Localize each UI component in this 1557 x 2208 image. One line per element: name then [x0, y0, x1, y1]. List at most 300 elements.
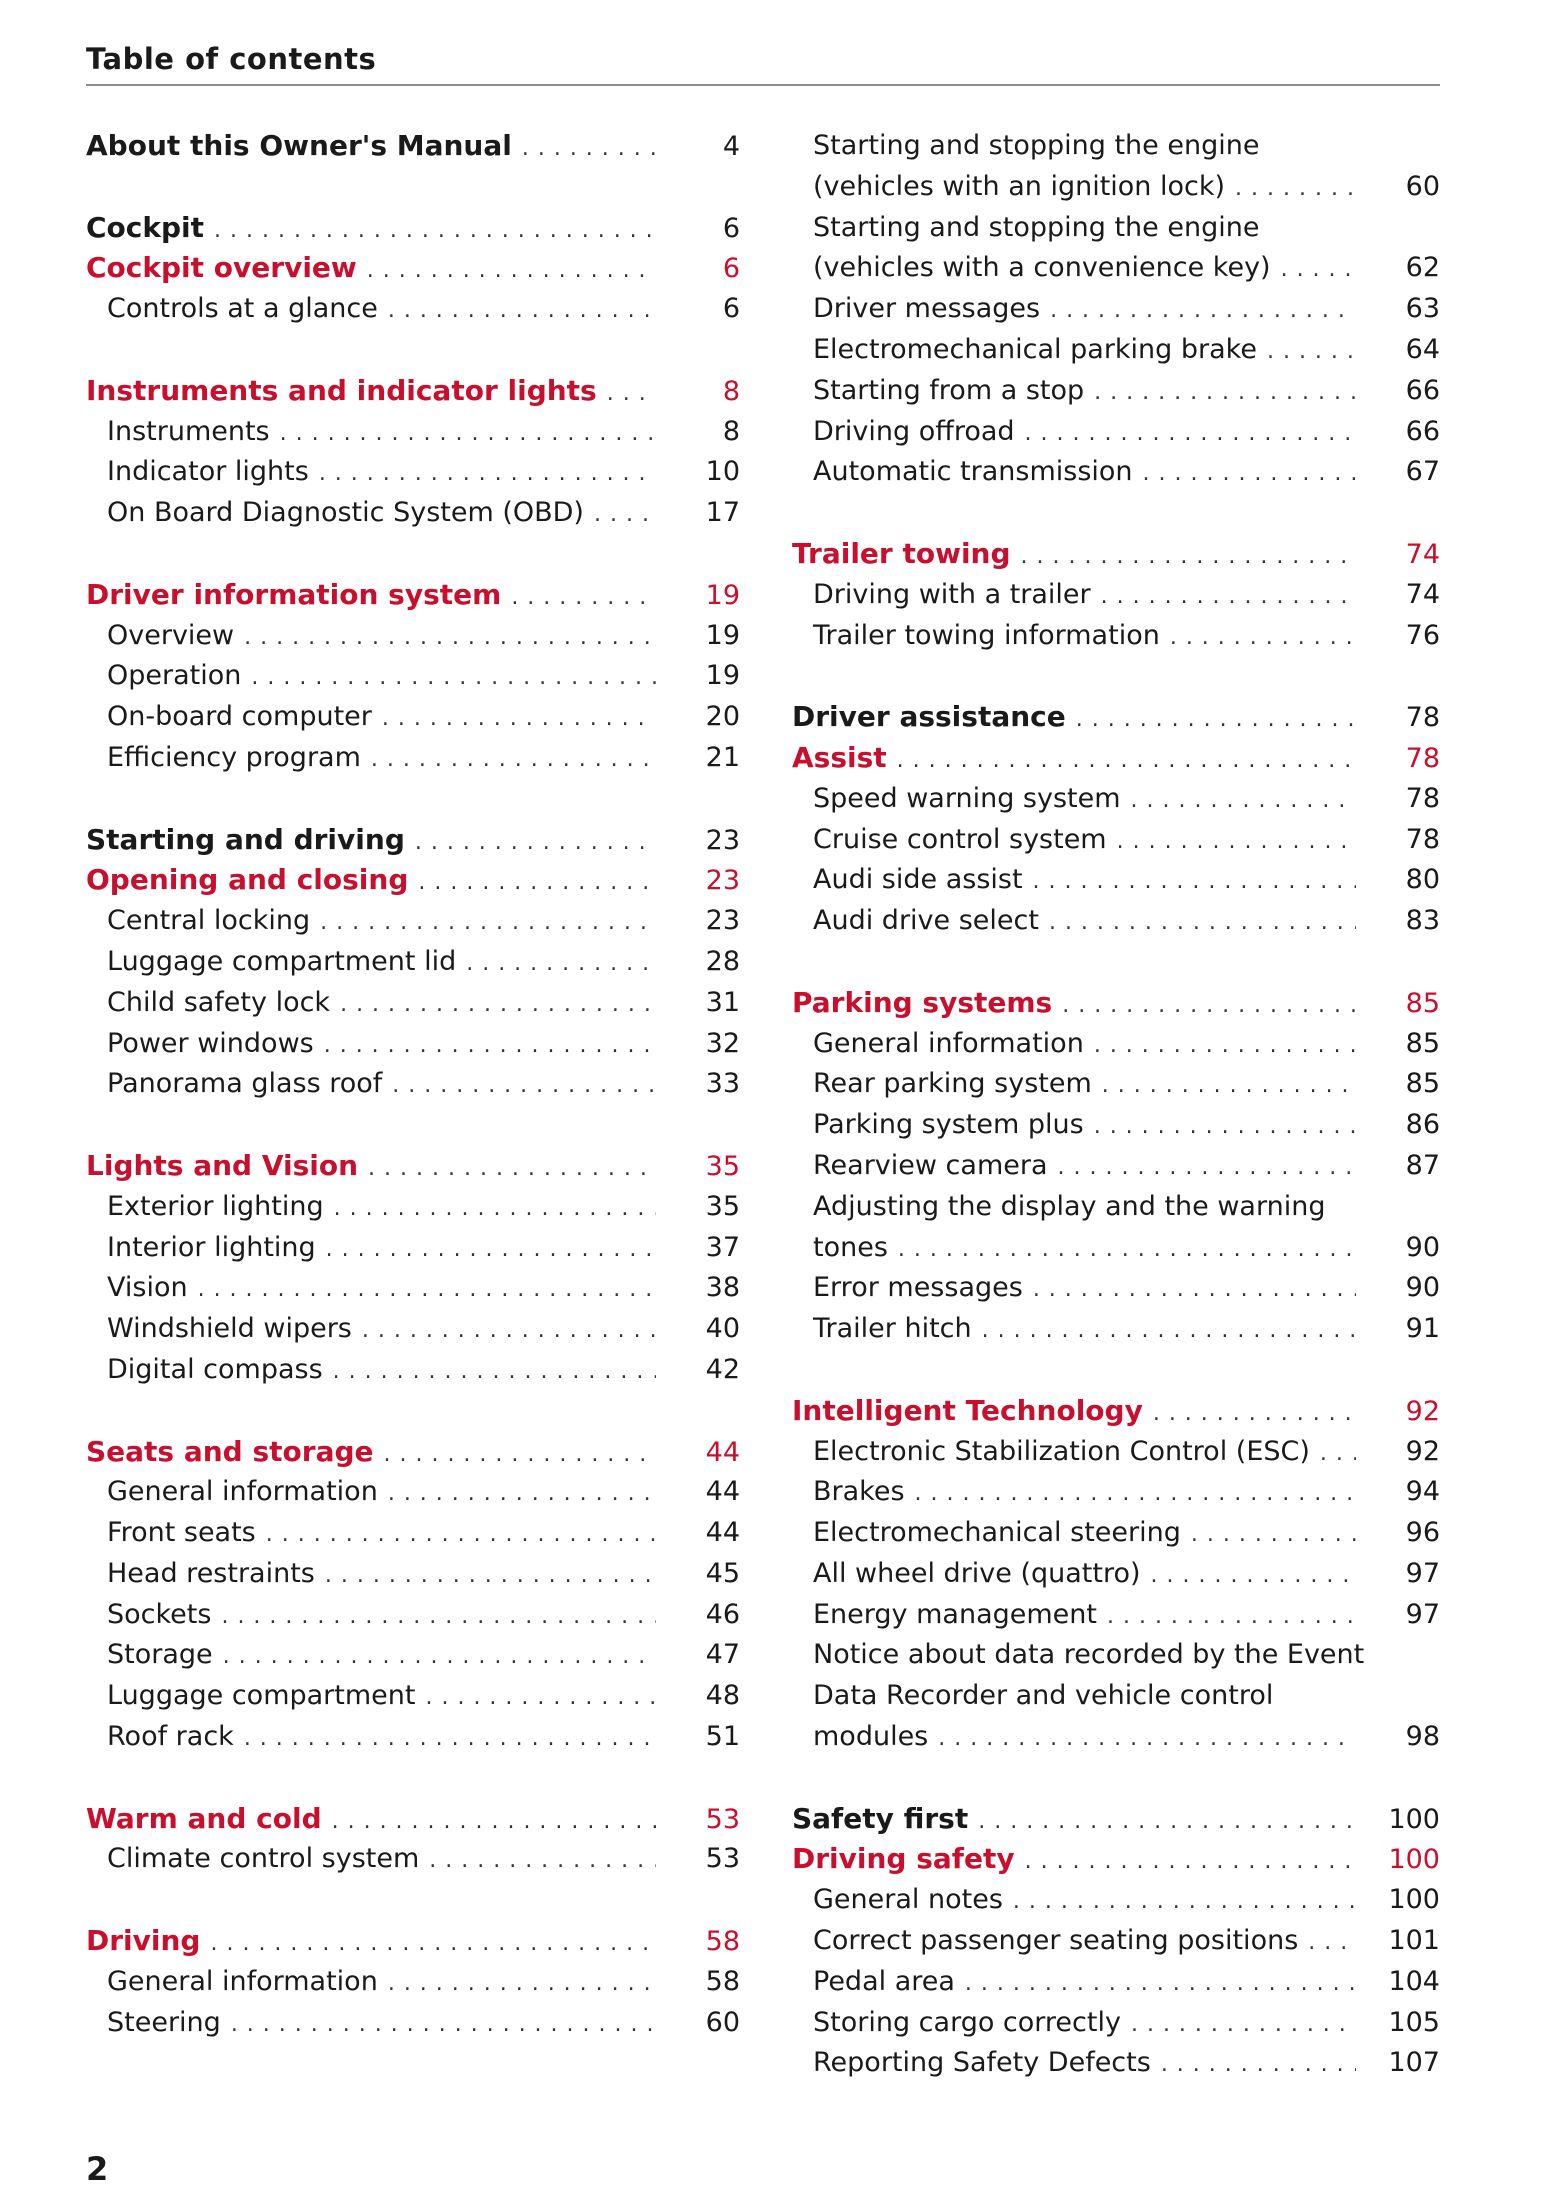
toc-entry-label: modules [813, 1721, 929, 1753]
toc-entry-page-number: 98 [1405, 1721, 1440, 1753]
toc-entry-page-number: 8 [722, 415, 740, 447]
toc-entry[interactable] [792, 779, 1440, 820]
toc-entry-label: Correct passenger seating positions [813, 1925, 1299, 1957]
toc-entry-label: Efficiency program [107, 741, 361, 773]
dot-leader [320, 903, 656, 944]
dot-leader [1025, 1842, 1356, 1883]
dot-leader [324, 1026, 656, 1067]
toc-entry[interactable] [792, 1962, 1440, 2003]
dot-leader [1094, 1107, 1356, 1148]
toc-entry-page-number: 80 [1405, 864, 1440, 896]
toc-entry[interactable] [792, 208, 1440, 249]
toc-entry-page-number: 83 [1405, 905, 1440, 937]
toc-section[interactable] [86, 1146, 740, 1187]
toc-section[interactable] [86, 575, 740, 616]
dot-leader [1058, 1148, 1356, 1189]
toc-section-page-number: 53 [705, 1803, 740, 1835]
dot-leader [251, 658, 656, 699]
toc-entry-page-number: 28 [705, 945, 740, 977]
toc-entry-label: Starting and stopping the engine [813, 211, 1260, 243]
toc-entry-page-number: 6 [722, 293, 740, 325]
dot-leader [1267, 332, 1356, 373]
toc-entry-label: Notice about data recorded by the Event [813, 1639, 1365, 1671]
dot-leader [418, 863, 656, 904]
toc-right-column [792, 126, 1440, 2084]
toc-entry-label: Panorama glass roof [107, 1068, 383, 1100]
toc-chapter-page-number: 100 [1388, 1803, 1440, 1835]
dot-leader [1076, 700, 1356, 741]
toc-entry[interactable] [86, 1024, 740, 1065]
toc-entry[interactable] [86, 942, 740, 983]
toc-entry-page-number: 53 [705, 1843, 740, 1875]
dot-leader [1049, 903, 1356, 944]
section-gap [792, 493, 1440, 534]
dot-leader [1021, 537, 1356, 578]
toc-entry[interactable] [86, 412, 740, 453]
toc-section[interactable] [86, 248, 740, 289]
dot-leader [367, 251, 656, 292]
toc-entry-label: Adjusting the display and the warning [813, 1190, 1326, 1222]
toc-entry[interactable] [86, 1676, 740, 1717]
dot-leader [1143, 454, 1356, 495]
toc-entry[interactable] [792, 1309, 1440, 1350]
dot-leader [1094, 1026, 1356, 1067]
dot-leader [326, 1230, 656, 1271]
toc-entry-label: Electronic Stabilization Control (ESC) [813, 1435, 1310, 1467]
section-gap [86, 167, 740, 208]
toc-entry[interactable] [792, 1228, 1440, 1269]
toc-entry-page-number: 78 [1405, 782, 1440, 814]
toc-entry-page-number: 60 [1405, 170, 1440, 202]
dot-leader [978, 1802, 1356, 1843]
toc-section-label: Driver information system [86, 577, 502, 611]
toc-entry[interactable] [792, 371, 1440, 412]
dot-leader [1131, 781, 1356, 822]
toc-section[interactable] [792, 1839, 1440, 1880]
toc-entry[interactable] [792, 1064, 1440, 1105]
toc-entry-label: Parking system plus [813, 1109, 1084, 1141]
toc-entry-page-number: 23 [705, 905, 740, 937]
toc-entry[interactable] [792, 616, 1440, 657]
toc-entry[interactable] [86, 1554, 740, 1595]
toc-chapter-page-number: 4 [722, 131, 740, 162]
toc-entry[interactable] [86, 1064, 740, 1105]
toc-entry-label: Driving offroad [813, 415, 1015, 447]
toc-entry-page-number: 101 [1388, 1925, 1440, 1957]
dot-leader [1161, 2045, 1356, 2086]
toc-section[interactable] [86, 371, 740, 412]
toc-entry-page-number: 45 [705, 1557, 740, 1589]
section-gap [792, 1350, 1440, 1391]
dot-leader [368, 1149, 656, 1190]
toc-chapter[interactable] [792, 697, 1440, 738]
toc-entry-label: Roof rack [107, 1721, 234, 1753]
section-gap [86, 1880, 740, 1921]
toc-entry-label: Trailer hitch [813, 1313, 972, 1345]
toc-entry-label: Storage [107, 1639, 213, 1671]
dot-leader [244, 618, 656, 659]
toc-chapter-label: Cockpit [86, 210, 205, 244]
toc-entry-label: tones [813, 1231, 888, 1263]
toc-entry[interactable] [86, 1228, 740, 1269]
toc-section[interactable] [792, 738, 1440, 779]
toc-entry-page-number: 51 [705, 1721, 740, 1753]
toc-section[interactable] [86, 1921, 740, 1962]
toc-entry[interactable] [792, 1146, 1440, 1187]
toc-entry[interactable] [792, 860, 1440, 901]
toc-entry-page-number: 107 [1388, 2047, 1440, 2079]
toc-entry-label: Electromechanical steering [813, 1517, 1181, 1549]
toc-chapter[interactable] [86, 208, 740, 249]
toc-entry-page-number: 37 [705, 1231, 740, 1263]
toc-entry[interactable] [792, 1513, 1440, 1554]
toc-entry[interactable] [792, 289, 1440, 330]
dot-leader [429, 1841, 656, 1882]
section-gap [86, 1758, 740, 1799]
toc-entry-page-number: 94 [1405, 1476, 1440, 1508]
toc-section-label: Driving [86, 1924, 201, 1958]
toc-section-page-number: 100 [1388, 1844, 1440, 1876]
toc-entry-label: Rearview camera [813, 1149, 1048, 1181]
dot-leader [965, 1964, 1356, 2005]
toc-entry-label: Overview [107, 619, 235, 651]
toc-section-page-number: 19 [705, 579, 740, 611]
toc-entry[interactable] [792, 2043, 1440, 2084]
toc-section[interactable] [792, 534, 1440, 575]
toc-entry-page-number: 78 [1405, 823, 1440, 855]
toc-entry-page-number: 33 [705, 1068, 740, 1100]
dot-leader [1050, 291, 1356, 332]
dot-leader [198, 1270, 656, 1311]
toc-entry[interactable] [86, 1187, 740, 1228]
dot-leader [325, 1556, 656, 1597]
toc-entry-label: Error messages [813, 1272, 1023, 1304]
toc-entry[interactable] [792, 1268, 1440, 1309]
toc-entry-label: (vehicles with an ignition lock) [813, 170, 1226, 202]
toc-entry-page-number: 64 [1405, 333, 1440, 365]
dot-leader [1107, 1597, 1356, 1638]
toc-entry-page-number: 86 [1405, 1109, 1440, 1141]
toc-section-page-number: 35 [705, 1150, 740, 1182]
dot-leader [266, 1515, 656, 1556]
toc-entry[interactable] [86, 1472, 740, 1513]
toc-section-label: Driving safety [792, 1842, 1015, 1876]
toc-entry-label: Driving with a trailer [813, 578, 1091, 610]
toc-entry-label: Data Recorder and vehicle control [813, 1680, 1274, 1712]
toc-entry-page-number: 90 [1405, 1231, 1440, 1263]
toc-section[interactable] [792, 1391, 1440, 1432]
toc-entry-page-number: 60 [705, 2006, 740, 2038]
toc-entry[interactable] [86, 289, 740, 330]
toc-entry-label: Audi drive select [813, 905, 1039, 937]
dot-leader [382, 699, 656, 740]
toc-entry-label: Luggage compartment lid [107, 945, 457, 977]
toc-chapter-label: Safety first [792, 1801, 969, 1835]
toc-entry-page-number: 96 [1405, 1517, 1440, 1549]
toc-entry[interactable] [792, 452, 1440, 493]
toc-section[interactable] [86, 1799, 740, 1840]
toc-section-label: Trailer towing [792, 536, 1011, 570]
toc-section-label: Assist [792, 740, 887, 774]
toc-entry-page-number: 19 [705, 660, 740, 692]
toc-entry[interactable] [86, 697, 740, 738]
dot-leader [1033, 1270, 1356, 1311]
toc-section-page-number: 85 [1405, 987, 1440, 1019]
toc-entry[interactable] [86, 616, 740, 657]
toc-entry-page-number: 42 [705, 1353, 740, 1385]
toc-section-page-number: 92 [1405, 1395, 1440, 1427]
toc-entry[interactable] [86, 1595, 740, 1636]
dot-leader [425, 1678, 656, 1719]
dot-leader [221, 1597, 656, 1638]
toc-entry-label: Indicator lights [107, 456, 309, 488]
toc-section[interactable] [86, 860, 740, 901]
dot-leader [938, 1719, 1356, 1760]
section-gap [792, 942, 1440, 983]
toc-entry[interactable] [792, 1432, 1440, 1473]
dot-leader [1117, 822, 1356, 863]
toc-entry-page-number: 67 [1405, 456, 1440, 488]
toc-section-label: Opening and closing [86, 863, 409, 897]
toc-section-label: Warm and cold [86, 1801, 322, 1835]
toc-entry-label: Central locking [107, 905, 311, 937]
toc-entry-label: Starting and stopping the engine [813, 130, 1260, 161]
toc-entry[interactable] [792, 1595, 1440, 1636]
toc-entry-label: Driver messages [813, 293, 1041, 325]
toc-section-page-number: 23 [705, 865, 740, 897]
toc-entry[interactable] [792, 2003, 1440, 2044]
toc-entry[interactable] [86, 1962, 740, 2003]
dot-leader [898, 1230, 1356, 1271]
toc-entry-page-number: 17 [705, 497, 740, 529]
section-gap [792, 656, 1440, 697]
toc-left-column [86, 126, 740, 2043]
dot-leader [982, 1311, 1356, 1352]
toc-entry-label: Head restraints [107, 1557, 315, 1589]
toc-entry-label: Electromechanical parking brake [813, 333, 1257, 365]
toc-entry[interactable] [792, 1024, 1440, 1065]
dot-leader [1094, 373, 1356, 414]
toc-entry-page-number: 47 [705, 1639, 740, 1671]
toc-entry[interactable] [792, 1921, 1440, 1962]
header-divider [86, 84, 1440, 86]
toc-entry-page-number: 46 [705, 1598, 740, 1630]
toc-entry[interactable] [86, 738, 740, 779]
dot-leader [332, 1802, 656, 1843]
toc-entry-label: Speed warning system [813, 782, 1121, 814]
toc-section-label: Parking systems [792, 985, 1053, 1019]
toc-entry-label: Luggage compartment [107, 1680, 416, 1712]
dot-leader [384, 1435, 657, 1476]
toc-entry-label: Starting from a stop [813, 374, 1085, 406]
toc-entry[interactable] [792, 1717, 1440, 1758]
toc-entry-label: Climate control system [107, 1843, 420, 1875]
dot-leader [1033, 862, 1356, 903]
dot-leader [362, 1311, 656, 1352]
toc-entry-label: Cruise control system [813, 823, 1107, 855]
toc-entry-label: Audi side assist [813, 864, 1023, 896]
toc-entry[interactable] [86, 1717, 740, 1758]
section-gap [86, 779, 740, 820]
toc-entry-label: General information [107, 1965, 378, 1997]
toc-entry-label: Front seats [107, 1517, 256, 1549]
toc-entry[interactable] [86, 452, 740, 493]
dot-leader [594, 495, 656, 536]
toc-entry-page-number: 91 [1405, 1313, 1440, 1345]
toc-entry-label: Vision [107, 1272, 188, 1304]
toc-entry[interactable] [86, 901, 740, 942]
dot-leader [280, 414, 656, 455]
dot-leader [1131, 2005, 1356, 2046]
toc-entry-page-number: 90 [1405, 1272, 1440, 1304]
section-gap [86, 1391, 740, 1432]
toc-chapter-label: Driver assistance [792, 700, 1066, 734]
toc-section-page-number: 8 [722, 375, 740, 407]
toc-entry-page-number: 38 [705, 1272, 740, 1304]
toc-entry[interactable] [792, 1105, 1440, 1146]
toc-entry-label: Trailer towing information [813, 619, 1160, 651]
toc-entry[interactable] [792, 1635, 1440, 1676]
toc-entry-page-number: 74 [1405, 578, 1440, 610]
toc-entry-page-number: 31 [705, 986, 740, 1018]
toc-entry-label: Pedal area [813, 1965, 955, 1997]
toc-chapter-page-number: 23 [705, 824, 740, 856]
toc-chapter[interactable] [86, 126, 740, 167]
toc-entry-page-number: 10 [705, 456, 740, 488]
toc-section-page-number: 44 [705, 1436, 740, 1468]
toc-entry[interactable] [792, 820, 1440, 861]
toc-entry-page-number: 85 [1405, 1027, 1440, 1059]
toc-entry[interactable] [86, 1635, 740, 1676]
toc-entry-label: Exterior lighting [107, 1190, 324, 1222]
toc-entry[interactable] [86, 1513, 740, 1554]
toc-entry-page-number: 92 [1405, 1435, 1440, 1467]
toc-entry-label: General information [813, 1027, 1084, 1059]
toc-chapter[interactable] [86, 820, 740, 861]
toc-entry-label: Interior lighting [107, 1231, 316, 1263]
toc-entry[interactable] [86, 2003, 740, 2044]
toc-chapter-label: Starting and driving [86, 822, 405, 856]
toc-section-label: Intelligent Technology [792, 1393, 1143, 1427]
toc-entry-page-number: 44 [705, 1476, 740, 1508]
toc-section[interactable] [792, 983, 1440, 1024]
dot-leader [1013, 1882, 1356, 1923]
toc-entry-label: Steering [107, 2006, 221, 2038]
dot-leader [392, 1066, 656, 1107]
dot-leader [1320, 1434, 1356, 1475]
dot-leader [214, 211, 656, 252]
toc-entry[interactable] [86, 656, 740, 697]
dot-leader [210, 1924, 656, 1965]
toc-entry[interactable] [86, 493, 740, 534]
toc-entry-page-number: 97 [1405, 1557, 1440, 1589]
toc-entry-page-number: 20 [705, 701, 740, 733]
toc-section-page-number: 78 [1405, 742, 1440, 774]
dot-leader [334, 1189, 656, 1230]
toc-entry-label: Rear parking system [813, 1068, 1092, 1100]
toc-entry-page-number: 63 [1405, 293, 1440, 325]
toc-entry-label: On-board computer [107, 701, 372, 733]
toc-entry[interactable] [86, 983, 740, 1024]
toc-entry[interactable] [792, 330, 1440, 371]
toc-entry-label: Automatic transmission [813, 456, 1133, 488]
toc-entry[interactable] [86, 1309, 740, 1350]
toc-entry-label: Controls at a glance [107, 293, 378, 325]
toc-section-label: Instruments and indicator lights [86, 373, 597, 407]
dot-leader [466, 944, 656, 985]
toc-entry-label: Instruments [107, 415, 270, 447]
toc-entry[interactable] [792, 1472, 1440, 1513]
toc-entry-label: Windshield wipers [107, 1313, 352, 1345]
toc-entry[interactable] [792, 126, 1440, 167]
toc-entry[interactable] [86, 1350, 740, 1391]
toc-section[interactable] [86, 1432, 740, 1473]
dot-leader [244, 1719, 656, 1760]
toc-entry-page-number: 66 [1405, 415, 1440, 447]
toc-entry[interactable] [792, 1880, 1440, 1921]
toc-entry-label: Digital compass [107, 1353, 323, 1385]
dot-leader [388, 1474, 656, 1515]
toc-entry-page-number: 48 [705, 1680, 740, 1712]
toc-entry-label: (vehicles with a convenience key) [813, 252, 1271, 284]
toc-entry[interactable] [792, 412, 1440, 453]
dot-leader [415, 823, 656, 864]
toc-entry-page-number: 44 [705, 1517, 740, 1549]
toc-entry[interactable] [792, 167, 1440, 208]
page-number: 2 [86, 2150, 109, 2188]
dot-leader [1281, 250, 1356, 291]
dot-leader [607, 374, 656, 415]
toc-entry-label: Sockets [107, 1598, 212, 1630]
dot-leader [1151, 1556, 1356, 1597]
toc-entry-page-number: 40 [705, 1313, 740, 1345]
section-gap [86, 1105, 740, 1146]
dot-leader [1170, 618, 1356, 659]
dot-leader [340, 985, 656, 1026]
toc-entry[interactable] [792, 575, 1440, 616]
toc-entry-label: General information [107, 1476, 378, 1508]
toc-chapter-label: About this Owner's Manual [86, 129, 512, 162]
toc-entry[interactable] [792, 248, 1440, 289]
toc-chapter[interactable] [792, 1799, 1440, 1840]
toc-entry[interactable] [792, 1187, 1440, 1228]
dot-leader [522, 129, 656, 170]
toc-entry[interactable] [86, 1839, 740, 1880]
dot-leader [915, 1474, 1356, 1515]
dot-leader [1153, 1394, 1356, 1435]
dot-leader [319, 454, 656, 495]
toc-entry[interactable] [792, 1554, 1440, 1595]
page-title: Table of contents [86, 42, 377, 76]
dot-leader [1308, 1923, 1356, 1964]
toc-entry-page-number: 35 [705, 1190, 740, 1222]
toc-entry[interactable] [86, 1268, 740, 1309]
toc-entry[interactable] [792, 1676, 1440, 1717]
toc-entry-label: Child safety lock [107, 986, 331, 1018]
toc-entry-label: Power windows [107, 1027, 314, 1059]
toc-entry-label: All wheel drive (quattro) [813, 1557, 1141, 1589]
toc-entry-page-number: 62 [1405, 252, 1440, 284]
toc-entry[interactable] [792, 901, 1440, 942]
toc-entry-page-number: 76 [1405, 619, 1440, 651]
toc-section-page-number: 74 [1405, 538, 1440, 570]
toc-section-label: Lights and Vision [86, 1148, 359, 1182]
dot-leader [388, 291, 656, 332]
toc-entry-label: Storing cargo correctly [813, 2006, 1121, 2038]
toc-chapter-page-number: 6 [722, 212, 740, 244]
toc-entry-page-number: 21 [705, 741, 740, 773]
toc-entry-label: Reporting Safety Defects [813, 2047, 1151, 2079]
